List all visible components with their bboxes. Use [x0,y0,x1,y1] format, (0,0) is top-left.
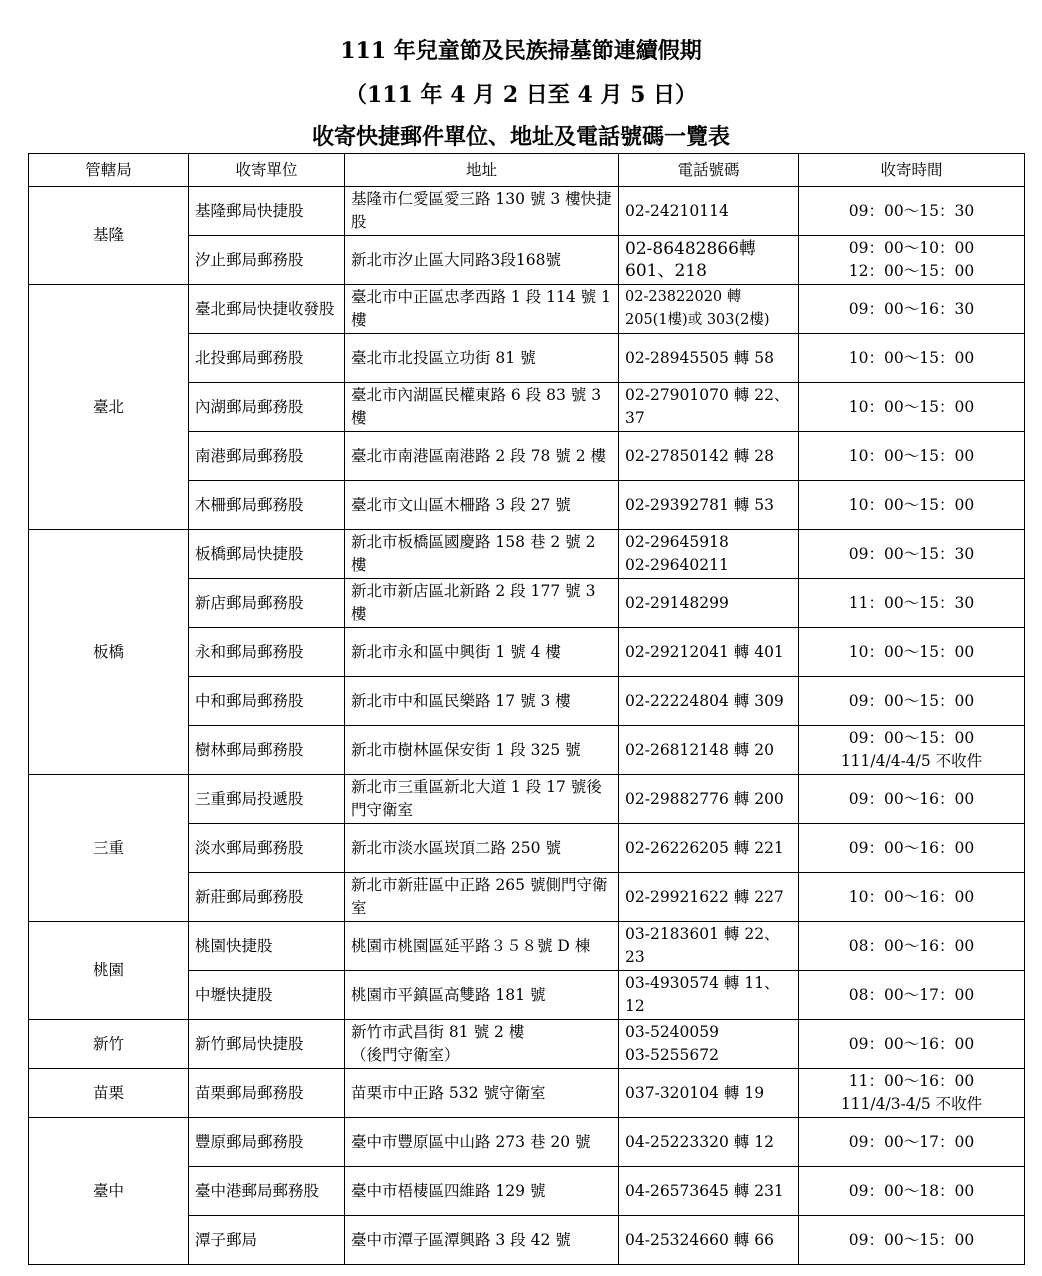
unit-cell: 新莊郵局郵務股 [189,873,345,922]
unit-cell: 桃園快捷股 [189,922,345,971]
table-header-row [29,154,1025,187]
table-row [29,1069,1025,1118]
address-cell: 新北市汐止區大同路3段168號 [345,236,619,285]
address-cell: 新北市新店區北新路 2 段 177 號 3 樓 [345,579,619,628]
unit-cell: 北投郵局郵務股 [189,334,345,383]
phone-cell: 02-26812148 轉 20 [619,726,799,775]
address-cell: 臺中市豐原區中山路 273 巷 20 號 [345,1118,619,1167]
address-cell: 新竹市武昌街 81 號 2 樓 （後門守衛室） [345,1020,619,1069]
unit-cell: 永和郵局郵務股 [189,628,345,677]
address-cell: 苗栗市中正路 532 號守衛室 [345,1069,619,1118]
address-cell: 臺北市內湖區民權東路 6 段 83 號 3 樓 [345,383,619,432]
document-title-line-2: （111 年 4 月 2 日至 4 月 5 日） [344,82,698,108]
hours-cell: 11：00～15：30 [799,579,1025,628]
region-cell: 臺中 [29,1118,189,1265]
hours-cell: 09：00～17：00 [799,1118,1025,1167]
hours-cell: 09：00～15：00 [799,1216,1025,1265]
address-cell: 新北市淡水區崁頂二路 250 號 [345,824,619,873]
unit-cell: 木柵郵局郵務股 [189,481,345,530]
address-cell: 新北市永和區中興街 1 號 4 樓 [345,628,619,677]
phone-cell: 04-26573645 轉 231 [619,1167,799,1216]
unit-cell: 新店郵局郵務股 [189,579,345,628]
hours-cell: 10：00～15：00 [799,383,1025,432]
unit-cell: 樹林郵局郵務股 [189,726,345,775]
unit-cell: 新竹郵局快捷股 [189,1020,345,1069]
header-unit: 收寄單位 [189,154,345,187]
table-row [29,922,1025,971]
phone-cell: 02-29148299 [619,579,799,628]
hours-cell: 10：00～15：00 [799,334,1025,383]
hours-cell: 08：00～16：00 [799,922,1025,971]
table-row [29,285,1025,334]
unit-cell: 基隆郵局快捷股 [189,187,345,236]
header-address: 地址 [345,154,619,187]
region-cell: 板橋 [29,530,189,775]
hours-cell: 09：00～10：00 12：00～15：00 [799,236,1025,285]
address-cell: 新北市新莊區中正路 265 號側門守衛室 [345,873,619,922]
phone-cell: 04-25223320 轉 12 [619,1118,799,1167]
unit-cell: 苗栗郵局郵務股 [189,1069,345,1118]
table-row [29,1020,1025,1069]
unit-cell: 潭子郵局 [189,1216,345,1265]
hours-cell: 09：00～16：00 [799,1020,1025,1069]
phone-cell: 02-26226205 轉 221 [619,824,799,873]
hours-cell: 09：00～16：00 [799,775,1025,824]
unit-cell: 南港郵局郵務股 [189,432,345,481]
phone-cell: 03-5240059 03-5255672 [619,1020,799,1069]
hours-cell: 09：00～16：00 [799,824,1025,873]
unit-cell: 豐原郵局郵務股 [189,1118,345,1167]
unit-cell: 臺北郵局快捷收發股 [189,285,345,334]
phone-cell: 02-22224804 轉 309 [619,677,799,726]
address-cell: 臺北市北投區立功街 81 號 [345,334,619,383]
document-title-line-1: 111 年兒童節及民族掃墓節連續假期 [340,38,702,64]
header-hours: 收寄時間 [799,154,1025,187]
hours-cell: 09：00～15：30 [799,187,1025,236]
hours-cell: 10：00～15：00 [799,481,1025,530]
phone-cell: 02-23822020 轉 205(1樓)或 303(2樓) [619,285,799,334]
unit-cell: 淡水郵局郵務股 [189,824,345,873]
unit-cell: 臺中港郵局郵務股 [189,1167,345,1216]
address-cell: 臺北市中正區忠孝西路 1 段 114 號 1 樓 [345,285,619,334]
table-row [29,187,1025,236]
address-cell: 臺北市南港區南港路 2 段 78 號 2 樓 [345,432,619,481]
document-title-line-3: 收寄快捷郵件單位、地址及電話號碼一覽表 [311,124,730,150]
phone-cell: 02-29212041 轉 401 [619,628,799,677]
post-office-table [28,153,1025,1265]
hours-cell: 09：00～18：00 [799,1167,1025,1216]
phone-cell: 02-24210114 [619,187,799,236]
hours-cell: 09：00～15：00 111/4/4-4/5 不收件 [799,726,1025,775]
table-row [29,1118,1025,1167]
phone-cell: 02-28945505 轉 58 [619,334,799,383]
region-cell: 新竹 [29,1020,189,1069]
unit-cell: 內湖郵局郵務股 [189,383,345,432]
region-cell: 臺北 [29,285,189,530]
hours-cell: 09：00～15：30 [799,530,1025,579]
hours-cell: 09：00～16：30 [799,285,1025,334]
phone-cell: 02-27850142 轉 28 [619,432,799,481]
unit-cell: 三重郵局投遞股 [189,775,345,824]
address-cell: 新北市樹林區保安街 1 段 325 號 [345,726,619,775]
address-cell: 臺中市潭子區潭興路 3 段 42 號 [345,1216,619,1265]
phone-cell: 02-86482866轉 601、218 [619,236,799,285]
hours-cell: 08：00～17：00 [799,971,1025,1020]
phone-cell: 02-29882776 轉 200 [619,775,799,824]
region-cell: 桃園 [29,922,189,1020]
unit-cell: 中壢快捷股 [189,971,345,1020]
unit-cell: 中和郵局郵務股 [189,677,345,726]
address-cell: 桃園市桃園區延平路３５８號 D 棟 [345,922,619,971]
phone-cell: 037-320104 轉 19 [619,1069,799,1118]
table-row [29,530,1025,579]
address-cell: 新北市三重區新北大道 1 段 17 號後門守衛室 [345,775,619,824]
unit-cell: 汐止郵局郵務股 [189,236,345,285]
hours-cell: 10：00～15：00 [799,628,1025,677]
address-cell: 臺中市梧棲區四維路 129 號 [345,1167,619,1216]
phone-cell: 04-25324660 轉 66 [619,1216,799,1265]
phone-cell: 02-29392781 轉 53 [619,481,799,530]
phone-cell: 03-2183601 轉 22、23 [619,922,799,971]
unit-cell: 板橋郵局快捷股 [189,530,345,579]
region-cell: 基隆 [29,187,189,285]
phone-cell: 02-27901070 轉 22、 37 [619,383,799,432]
hours-cell: 10：00～15：00 [799,432,1025,481]
address-cell: 桃園市平鎮區高雙路 181 號 [345,971,619,1020]
header-region: 管轄局 [29,154,189,187]
phone-cell: 03-4930574 轉 11、12 [619,971,799,1020]
hours-cell: 10：00～16：00 [799,873,1025,922]
hours-cell: 11：00～16：00 111/4/3-4/5 不收件 [799,1069,1025,1118]
address-cell: 基隆市仁愛區愛三路 130 號 3 樓快捷股 [345,187,619,236]
phone-cell: 02-29645918 02-29640211 [619,530,799,579]
address-cell: 新北市板橋區國慶路 158 巷 2 號 2 樓 [345,530,619,579]
table-row [29,775,1025,824]
hours-cell: 09：00～15：00 [799,677,1025,726]
address-cell: 新北市中和區民樂路 17 號 3 樓 [345,677,619,726]
phone-cell: 02-29921622 轉 227 [619,873,799,922]
region-cell: 三重 [29,775,189,922]
address-cell: 臺北市文山區木柵路 3 段 27 號 [345,481,619,530]
region-cell: 苗栗 [29,1069,189,1118]
header-phone: 電話號碼 [619,154,799,187]
